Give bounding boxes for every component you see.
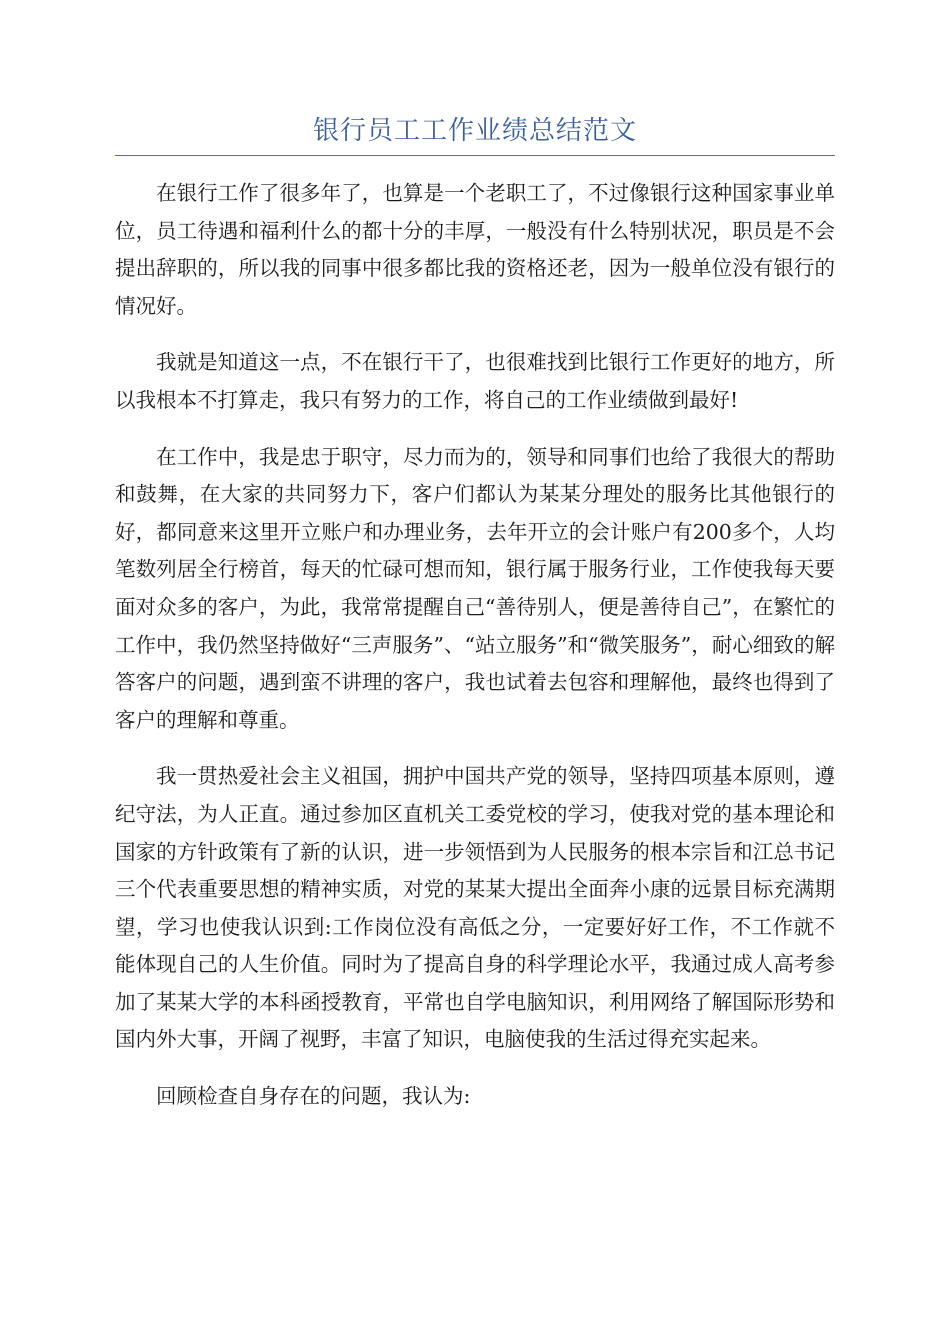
document-title: 银行员工工作业绩总结范文 — [312, 116, 637, 146]
paragraph-3: 在工作中，我是忠于职守，尽力而为的，领导和同事们也给了我很大的帮助和鼓舞，在大家的共同努力下，客户们都认为某某分理处的服务比其他银行的好，都同意来这里开立账户和办理业务，去年开立的会计账户有200多个，人均笔数列居全行榜首，每天的忙碌可想而知，银行属于服务行业，工作使我每天要面对众多的客户，为此，我常常提醒自己“善待别人，便是善待自己”，在繁忙的工作中，我仍然坚持做好“三声服务”、“站立服务”和“微笑服务”，耐心细致的解答客户的问题，遇到蛮不讲理的客户，我也试着去包容和理解他，最终也得到了客户的理解和尊重。 — [115, 444, 835, 732]
paragraph-5: 回顾检查自身存在的问题，我认为: — [156, 1084, 471, 1109]
paragraph-4: 我一贯热爱社会主义祖国，拥护中国共产党的领导，坚持四项基本原则，遵纪守法，为人正直。通过参加区直机关工委党校的学习，使我对党的基本理论和国家的方针政策有了新的认识，进一步领悟到为人民服务的根本宗旨和江总书记三个代表重要思想的精神实质，对党的某某大提出全面奔小康的远景目标充满期望，学习也使我认识到:工作岗位没有高低之分，一定要好好工作，不工作就不能体现自己的人生价值。同时为了提高自身的科学理论水平，我通过成人高考参加了某某大学的本科函授教育，平常也自学电脑知识，利用网络了解国际形势和国内外大事，开阔了视野，丰富了知识，电脑使我的生活过得充实起来。 — [115, 764, 835, 1052]
paragraph-2: 我就是知道这一点，不在银行干了，也很难找到比银行工作更好的地方，所以我根本不打算走，我只有努力的工作，将自己的工作业绩做到最好! — [115, 350, 835, 412]
title-underline — [115, 155, 835, 156]
paragraph-1: 在银行工作了很多年了，也算是一个老职工了，不过像银行这种国家事业单位，员工待遇和福利什么的都十分的丰厚，一般没有什么特别状况，职员是不会提出辞职的，所以我的同事中很多都比我的资格还老，因为一般单位没有银行的情况好。 — [115, 181, 835, 318]
document-body — [115, 175, 835, 1135]
